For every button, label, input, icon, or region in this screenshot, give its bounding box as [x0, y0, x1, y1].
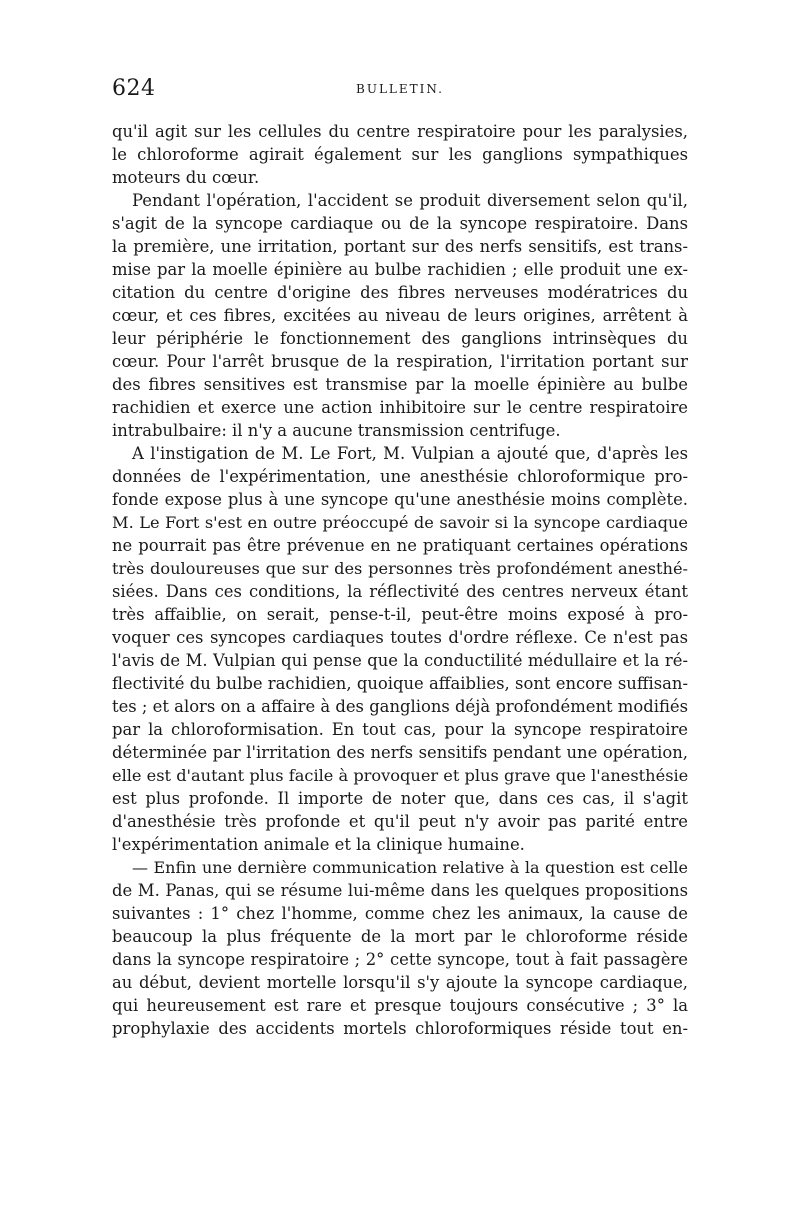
text-line: tes ; et alors on a affaire à des ganglions déjà profondément modifiés — [112, 697, 688, 716]
text-line: siées. Dans ces conditions, la réflectivité des centres nerveux étant — [112, 582, 688, 601]
text-line: M. Le Fort s'est en outre préoccupé de savoir si la syncope cardiaque — [112, 513, 688, 532]
text-line: s'agit de la syncope cardiaque ou de la syncope respiratoire. Dans — [112, 214, 688, 233]
journal-title: BULLETIN. — [356, 82, 444, 96]
text-line: cœur, et ces fibres, excitées au niveau de leurs origines, arrêtent à — [112, 306, 688, 325]
text-line: leur périphérie le fonctionnement des ganglions intrinsèques du — [112, 329, 688, 348]
text-line: A l'instigation de M. Le Fort, M. Vulpian a ajouté que, d'après les — [132, 444, 688, 463]
page-number: 624 — [112, 76, 156, 101]
text-line: des fibres sensitives est transmise par la moelle épinière au bulbe — [112, 375, 688, 394]
text-line: flectivité du bulbe rachidien, quoique affaiblies, sont encore suffisan- — [112, 674, 688, 693]
text-line: cœur. Pour l'arrêt brusque de la respiration, l'irritation portant sur — [112, 352, 688, 371]
text-line: données de l'expérimentation, une anesthésie chloroformique pro- — [112, 467, 688, 486]
text-line: qu'il agit sur les cellules du centre respiratoire pour les paralysies, — [112, 122, 688, 141]
text-line: qui heureusement est rare et presque toujours consécutive ; 3° la — [112, 996, 688, 1015]
text-line: moteurs du cœur. — [112, 168, 260, 187]
text-line: suivantes : 1° chez l'homme, comme chez les animaux, la cause de — [112, 904, 688, 923]
text-line: très douloureuses que sur des personnes très profondément anesthé- — [112, 559, 688, 578]
text-line: très affaiblie, on serait, pense-t-il, peut-être moins exposé à pro- — [112, 605, 688, 624]
text-line: rachidien et exerce une action inhibitoire sur le centre respiratoire — [112, 398, 688, 417]
text-line: par la chloroformisation. En tout cas, pour la syncope respiratoire — [112, 720, 688, 739]
text-line: au début, devient mortelle lorsqu'il s'y ajoute la syncope cardiaque, — [112, 973, 688, 992]
text-line: prophylaxie des accidents mortels chloroformiques réside tout en- — [112, 1019, 688, 1038]
text-line: est plus profonde. Il importe de noter que, dans ces cas, il s'agit — [112, 789, 688, 808]
text-line: dans la syncope respiratoire ; 2° cette syncope, tout à fait passagère — [112, 950, 688, 969]
running-head — [112, 76, 688, 104]
text-line: l'expérimentation animale et la clinique humaine. — [112, 835, 525, 854]
text-line: l'avis de M. Vulpian qui pense que la conductilité médullaire et la ré- — [112, 651, 688, 670]
text-line: — Enfin une dernière communication relative à la question est celle — [132, 858, 688, 877]
text-line: ne pourrait pas être prévenue en ne pratiquant certaines opérations — [112, 536, 688, 555]
text-line: citation du centre d'origine des fibres nerveuses modératrices du — [112, 283, 688, 302]
body-text — [112, 120, 688, 1040]
text-line: elle est d'autant plus facile à provoquer et plus grave que l'anesthésie — [112, 766, 688, 785]
text-line: beaucoup la plus fréquente de la mort par le chloroforme réside — [112, 927, 688, 946]
text-line: d'anesthésie très profonde et qu'il peut n'y avoir pas parité entre — [112, 812, 688, 831]
text-line: le chloroforme agirait également sur les ganglions sympathiques — [112, 145, 688, 164]
text-line: la première, une irritation, portant sur des nerfs sensitifs, est trans- — [112, 237, 688, 256]
text-line: intrabulbaire: il n'y a aucune transmission centrifuge. — [112, 421, 561, 440]
text-line: mise par la moelle épinière au bulbe rachidien ; elle produit une ex- — [112, 260, 688, 279]
text-line: voquer ces syncopes cardiaques toutes d'ordre réflexe. Ce n'est pas — [112, 628, 688, 647]
text-line: déterminée par l'irritation des nerfs sensitifs pendant une opération, — [112, 743, 688, 762]
text-line: Pendant l'opération, l'accident se produit diversement selon qu'il, — [132, 191, 688, 210]
text-line: fonde expose plus à une syncope qu'une anesthésie moins complète. — [112, 490, 688, 509]
text-line: de M. Panas, qui se résume lui-même dans les quelques propositions — [112, 881, 688, 900]
